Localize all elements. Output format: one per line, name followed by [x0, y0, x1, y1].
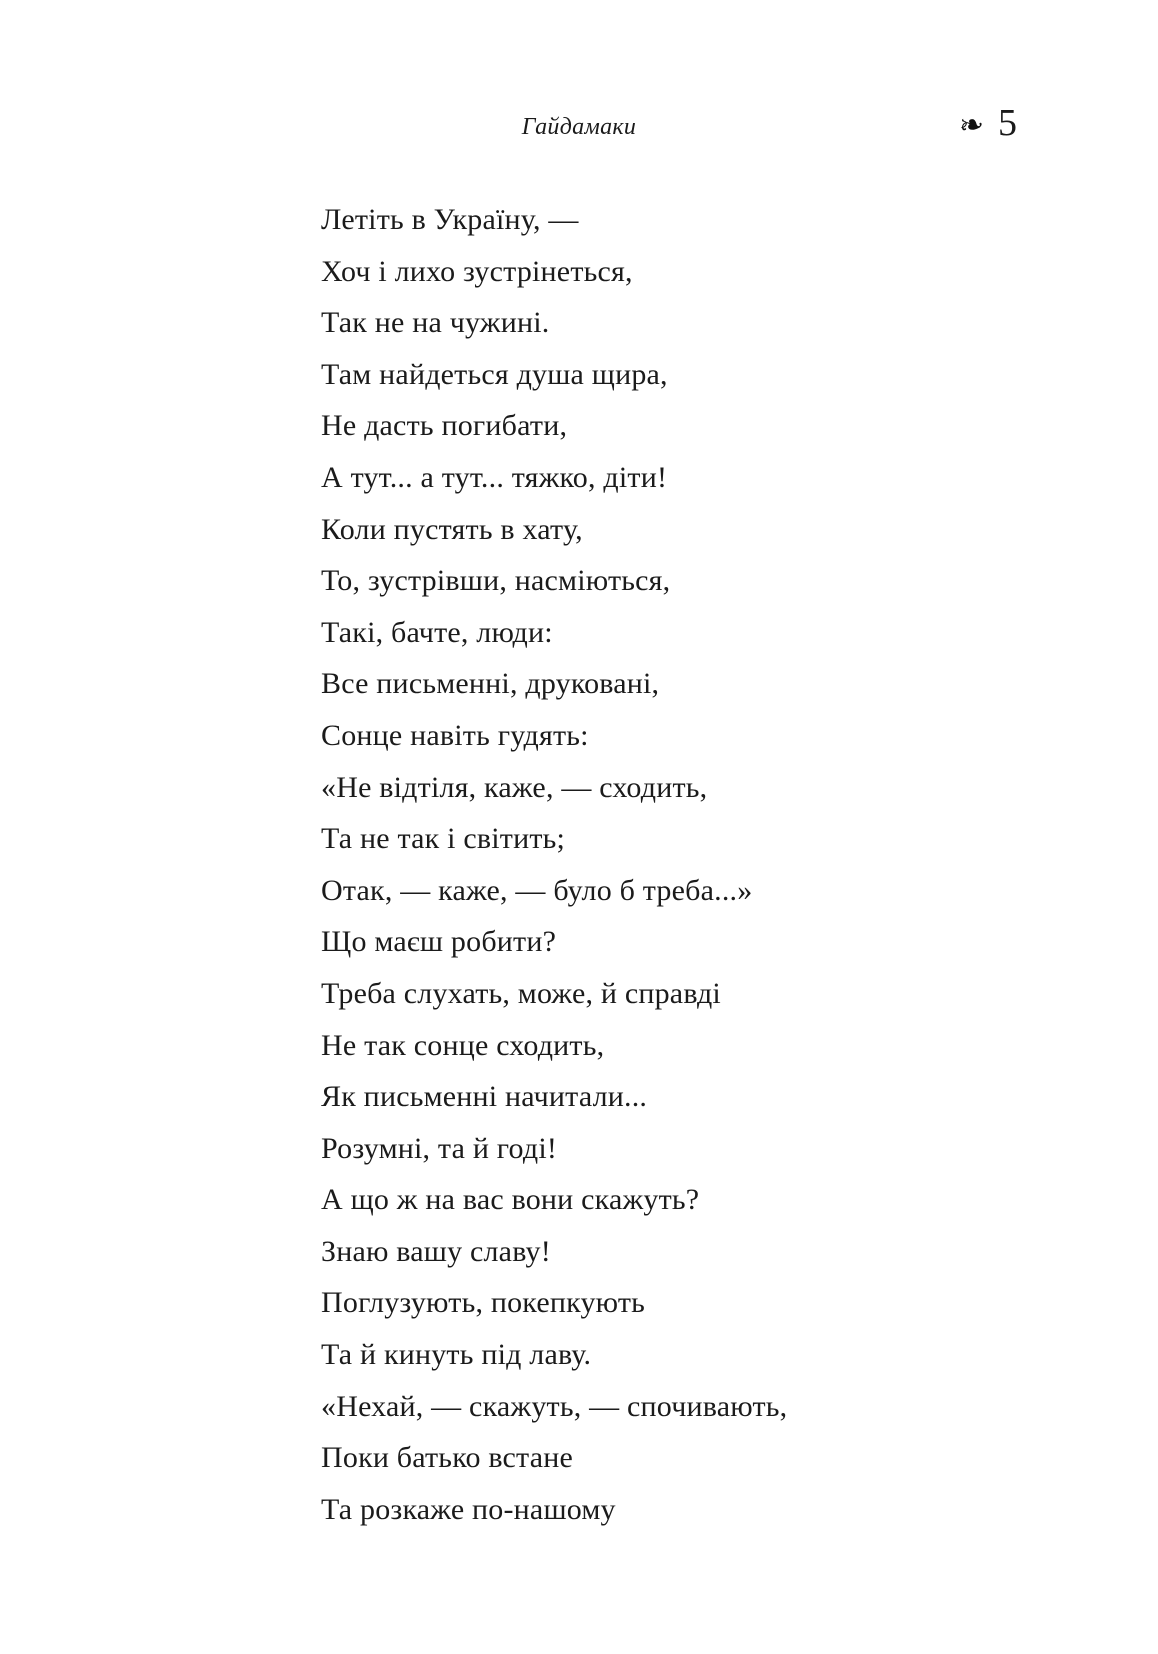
poem-line: Поглузують, покепкують: [321, 1286, 646, 1320]
poem-line: Як письменні начитали...: [321, 1080, 648, 1114]
poem-line: Та розкаже по-нашому: [321, 1492, 616, 1526]
poem-line: То, зустрівши, насміються,: [321, 564, 671, 598]
poem: [321, 194, 1021, 1535]
poem-line: А тут... а тут... тяжко, діти!: [321, 460, 668, 494]
running-head: [0, 104, 1158, 150]
poem-line: Не дасть погибати,: [321, 409, 568, 443]
poem-line: Все письменні, друковані,: [321, 667, 660, 701]
poem-line: Не так сонце сходить,: [321, 1028, 605, 1062]
poem-line: Знаю вашу славу!: [321, 1234, 551, 1268]
poem-line: Та й кинуть під лаву.: [321, 1338, 592, 1372]
poem-line: Треба слухать, може, й справді: [321, 976, 721, 1010]
poem-line: Поки батько встане: [321, 1441, 574, 1475]
poem-line: Та не так і світить;: [321, 822, 566, 856]
page-number: 5: [998, 102, 1017, 144]
poem-line: Хоч і лихо зустрінеться,: [321, 254, 633, 288]
poem-line: Летіть в Україну, —: [321, 203, 579, 236]
poem-line: «Нехай, — скажуть, — спочивають,: [321, 1389, 788, 1423]
poem-line: Що маєш робити?: [321, 925, 557, 959]
poem-line: Так не на чужині.: [321, 306, 550, 340]
poem-line: Сонце навіть гудять:: [321, 718, 589, 752]
fleuron-ornament-icon: ❧: [957, 106, 986, 145]
poem-line: Там найдеться душа щира,: [321, 357, 668, 391]
poem-line: Такі, бачте, люди:: [321, 615, 553, 649]
chapter-title: Гайдамаки: [521, 114, 637, 140]
poem-line: А що ж на вас вони скажуть?: [321, 1183, 700, 1217]
running-head-right: [957, 102, 1017, 145]
poem-line: Розумні, та й годі!: [321, 1131, 558, 1165]
poem-line: Коли пустять в хату,: [321, 512, 583, 546]
poem-line: Отак, — каже, — було б треба...»: [321, 873, 753, 907]
poem-line: «Не відтіля, каже, — сходить,: [321, 770, 708, 804]
